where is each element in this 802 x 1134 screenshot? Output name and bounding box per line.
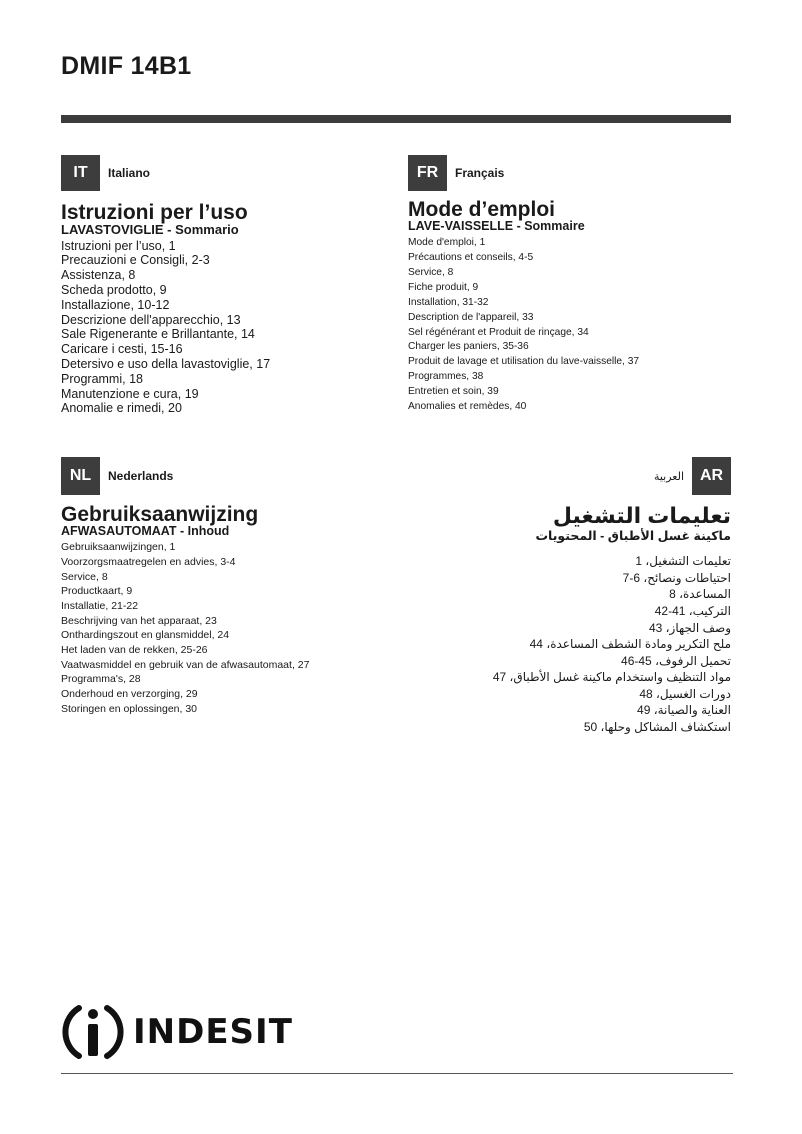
- section-subtitle: LAVASTOVIGLIE - Sommario: [61, 222, 239, 237]
- language-name: Italiano: [108, 166, 151, 180]
- language-header: [61, 155, 381, 191]
- toc-item: Anomalie e rimedi, 20: [61, 401, 182, 416]
- language-name: Français: [455, 166, 505, 180]
- toc-item: Onderhoud en verzorging, 29: [61, 688, 198, 701]
- language-header: [408, 155, 738, 191]
- toc-item: Caricare i cesti, 15-16: [61, 342, 183, 357]
- section-subtitle: LAVE-VAISSELLE - Sommaire: [408, 219, 585, 233]
- toc-item: Vaatwasmiddel en gebruik van de afwasautomaat, 27: [61, 658, 310, 671]
- language-header: [420, 457, 731, 495]
- toc-item: Précautions et conseils, 4-5: [408, 252, 534, 264]
- toc-item: Productkaart, 9: [61, 585, 133, 598]
- section-title: تعليمات التشغيل: [552, 503, 731, 528]
- section-italian: [61, 155, 381, 416]
- brand-wordmark: INDESIT: [133, 1012, 293, 1052]
- toc-item: Descrizione dell'apparecchio, 13: [61, 312, 241, 327]
- section-french: [408, 155, 738, 415]
- language-header: [61, 457, 391, 495]
- toc-item: Storingen en oplossingen, 30: [61, 702, 198, 715]
- language-code-badge: FR: [408, 155, 447, 191]
- section-dutch: [61, 457, 391, 717]
- toc-item: Beschrijving van het apparaat, 23: [61, 614, 217, 627]
- table-of-contents: [61, 540, 391, 716]
- toc-item: Charger les paniers, 35-36: [408, 341, 529, 353]
- toc-item: Mode d'emploi, 1: [408, 237, 486, 249]
- toc-item: Assistenza, 8: [61, 268, 136, 283]
- toc-item: العناية والصيانة، 49: [637, 703, 731, 718]
- toc-item: التركيب، 41-42: [654, 603, 731, 618]
- toc-item: Het laden van de rekken, 25-26: [61, 644, 208, 657]
- toc-item: Programmi, 18: [61, 371, 143, 386]
- toc-item: Precauzioni e Consigli, 2-3: [61, 253, 210, 268]
- toc-item: Istruzioni per l’uso, 1: [61, 238, 176, 253]
- section-subtitle: AFWASAUTOMAAT - Inhoud: [61, 524, 230, 538]
- toc-item: Fiche produit, 9: [408, 281, 479, 293]
- section-subtitle: ماكينة غسل الأطباق - المحتويات: [535, 529, 731, 543]
- toc-item: Installatie, 21-22: [61, 599, 139, 612]
- table-of-contents: [420, 553, 731, 736]
- toc-item: Description de l'appareil, 33: [408, 311, 534, 323]
- toc-item: Sale Rigenerante e Brillantante, 14: [61, 327, 255, 342]
- section-title: Gebruiksaanwijzing: [61, 503, 259, 526]
- toc-item: Sel régénérant et Produit de rinçage, 34: [408, 326, 589, 338]
- indesit-logo: [61, 1000, 293, 1064]
- table-of-contents: [61, 239, 381, 417]
- language-name: Nederlands: [108, 469, 174, 483]
- language-code-badge: NL: [61, 457, 100, 495]
- toc-item: وصف الجهاز، 43: [648, 620, 731, 635]
- toc-item: Programma's, 28: [61, 673, 141, 686]
- language-name: العربية: [653, 470, 684, 483]
- bottom-divider: [61, 1073, 733, 1074]
- toc-item: دورات الغسيل، 48: [639, 686, 731, 701]
- toc-item: Produit de lavage et utilisation du lave-vaisselle, 37: [408, 356, 640, 368]
- toc-item: ملح التكرير ومادة الشطف المساعدة، 44: [529, 637, 731, 652]
- toc-item: Installation, 31-32: [408, 296, 489, 308]
- toc-item: Programmes, 38: [408, 371, 484, 383]
- language-code-badge: AR: [692, 457, 731, 495]
- section-arabic: [420, 457, 731, 736]
- toc-item: تحميل الرفوف، 45-46: [621, 653, 731, 668]
- indesit-logo-icon: [61, 1000, 125, 1064]
- table-of-contents: [408, 236, 738, 415]
- toc-item: Service, 8: [408, 266, 454, 278]
- toc-item: Onthardingszout en glansmiddel, 24: [61, 629, 230, 642]
- toc-item: Manutenzione e cura, 19: [61, 386, 199, 401]
- toc-item: تعليمات التشغيل، 1: [635, 554, 731, 569]
- toc-item: مواد التنظيف واستخدام ماكينة غسل الأطباق، 47: [492, 670, 731, 685]
- toc-item: Detersivo e uso della lavastoviglie, 17: [61, 357, 271, 372]
- toc-item: Installazione, 10-12: [61, 297, 170, 312]
- toc-item: Service, 8: [61, 570, 108, 583]
- top-divider: [61, 115, 731, 123]
- section-title: Mode d’emploi: [408, 198, 555, 221]
- toc-item: Gebruiksaanwijzingen, 1: [61, 541, 176, 554]
- toc-item: Voorzorgsmaatregelen en advies, 3-4: [61, 555, 236, 568]
- toc-item: استكشاف المشاكل وحلها، 50: [583, 720, 731, 735]
- toc-item: المساعدة، 8: [669, 587, 731, 602]
- section-title: Istruzioni per l’uso: [61, 201, 248, 224]
- model-number: DMIF 14B1: [61, 52, 192, 80]
- toc-item: Anomalies et remèdes, 40: [408, 401, 527, 413]
- language-code-badge: IT: [61, 155, 100, 191]
- toc-item: Entretien et soin, 39: [408, 386, 499, 398]
- toc-item: Scheda prodotto, 9: [61, 283, 167, 298]
- toc-item: احتياطات ونصائح، 6-7: [622, 570, 731, 585]
